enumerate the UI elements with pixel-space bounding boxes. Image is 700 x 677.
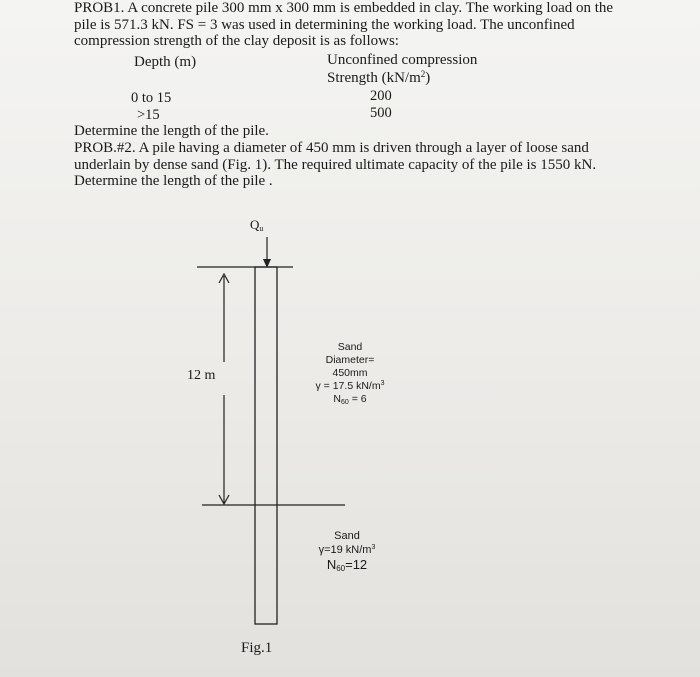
depth-row-2: >15: [137, 107, 160, 123]
upper-layer-info: [308, 341, 392, 406]
upper-layer-name: Sand: [337, 341, 363, 353]
strength-column-header-line1: Unconfined compression: [327, 52, 478, 68]
lower-layer-gamma: γ=19 $kN/m^3$: [318, 544, 376, 556]
depth-column-header: Depth (m): [134, 54, 197, 70]
depth-row-1: 0 to 15: [131, 90, 172, 106]
lower-layer-info: [312, 529, 382, 573]
problem-1-statement: PROB1. A concrete pile 300 mm x 300 mm is embedded in clay. The working load on the pile is 571.3 kN. FS = 3 was used in determining the working load. The unconfined compression strength of the clay deposit is as follows:: [74, 0, 614, 49]
figure-caption: Fig.1: [241, 640, 273, 656]
upper-layer-gamma: γ = 17.5 $kN/m^3$: [315, 380, 385, 392]
upper-layer-n60: $N_{60} = 6$: [333, 393, 367, 406]
lower-layer-n60: $N_{60}=12$: [326, 557, 368, 573]
load-label: $Q_u$: [250, 217, 264, 233]
strength-column-header-line2: Strength $(kN/m^2)$: [327, 69, 431, 86]
strength-row-2: 500: [370, 105, 392, 121]
pile-shaft: [255, 267, 277, 624]
upper-layer-diameter: Diameter= 450mm: [325, 354, 375, 379]
dimension-label: 12 m: [187, 368, 216, 383]
problem-1-question: Determine the length of the pile.: [74, 123, 269, 139]
strength-row-1: 200: [370, 88, 392, 104]
lower-layer-name: Sand: [334, 530, 360, 542]
problem-2-statement: PROB.#2. A pile having a diameter of 450 mm is driven through a layer of loose sand underlain by dense sand (Fig. 1). The required ultimate capacity of the pile is 1550 kN. Determine the length of the pile .: [74, 140, 597, 189]
